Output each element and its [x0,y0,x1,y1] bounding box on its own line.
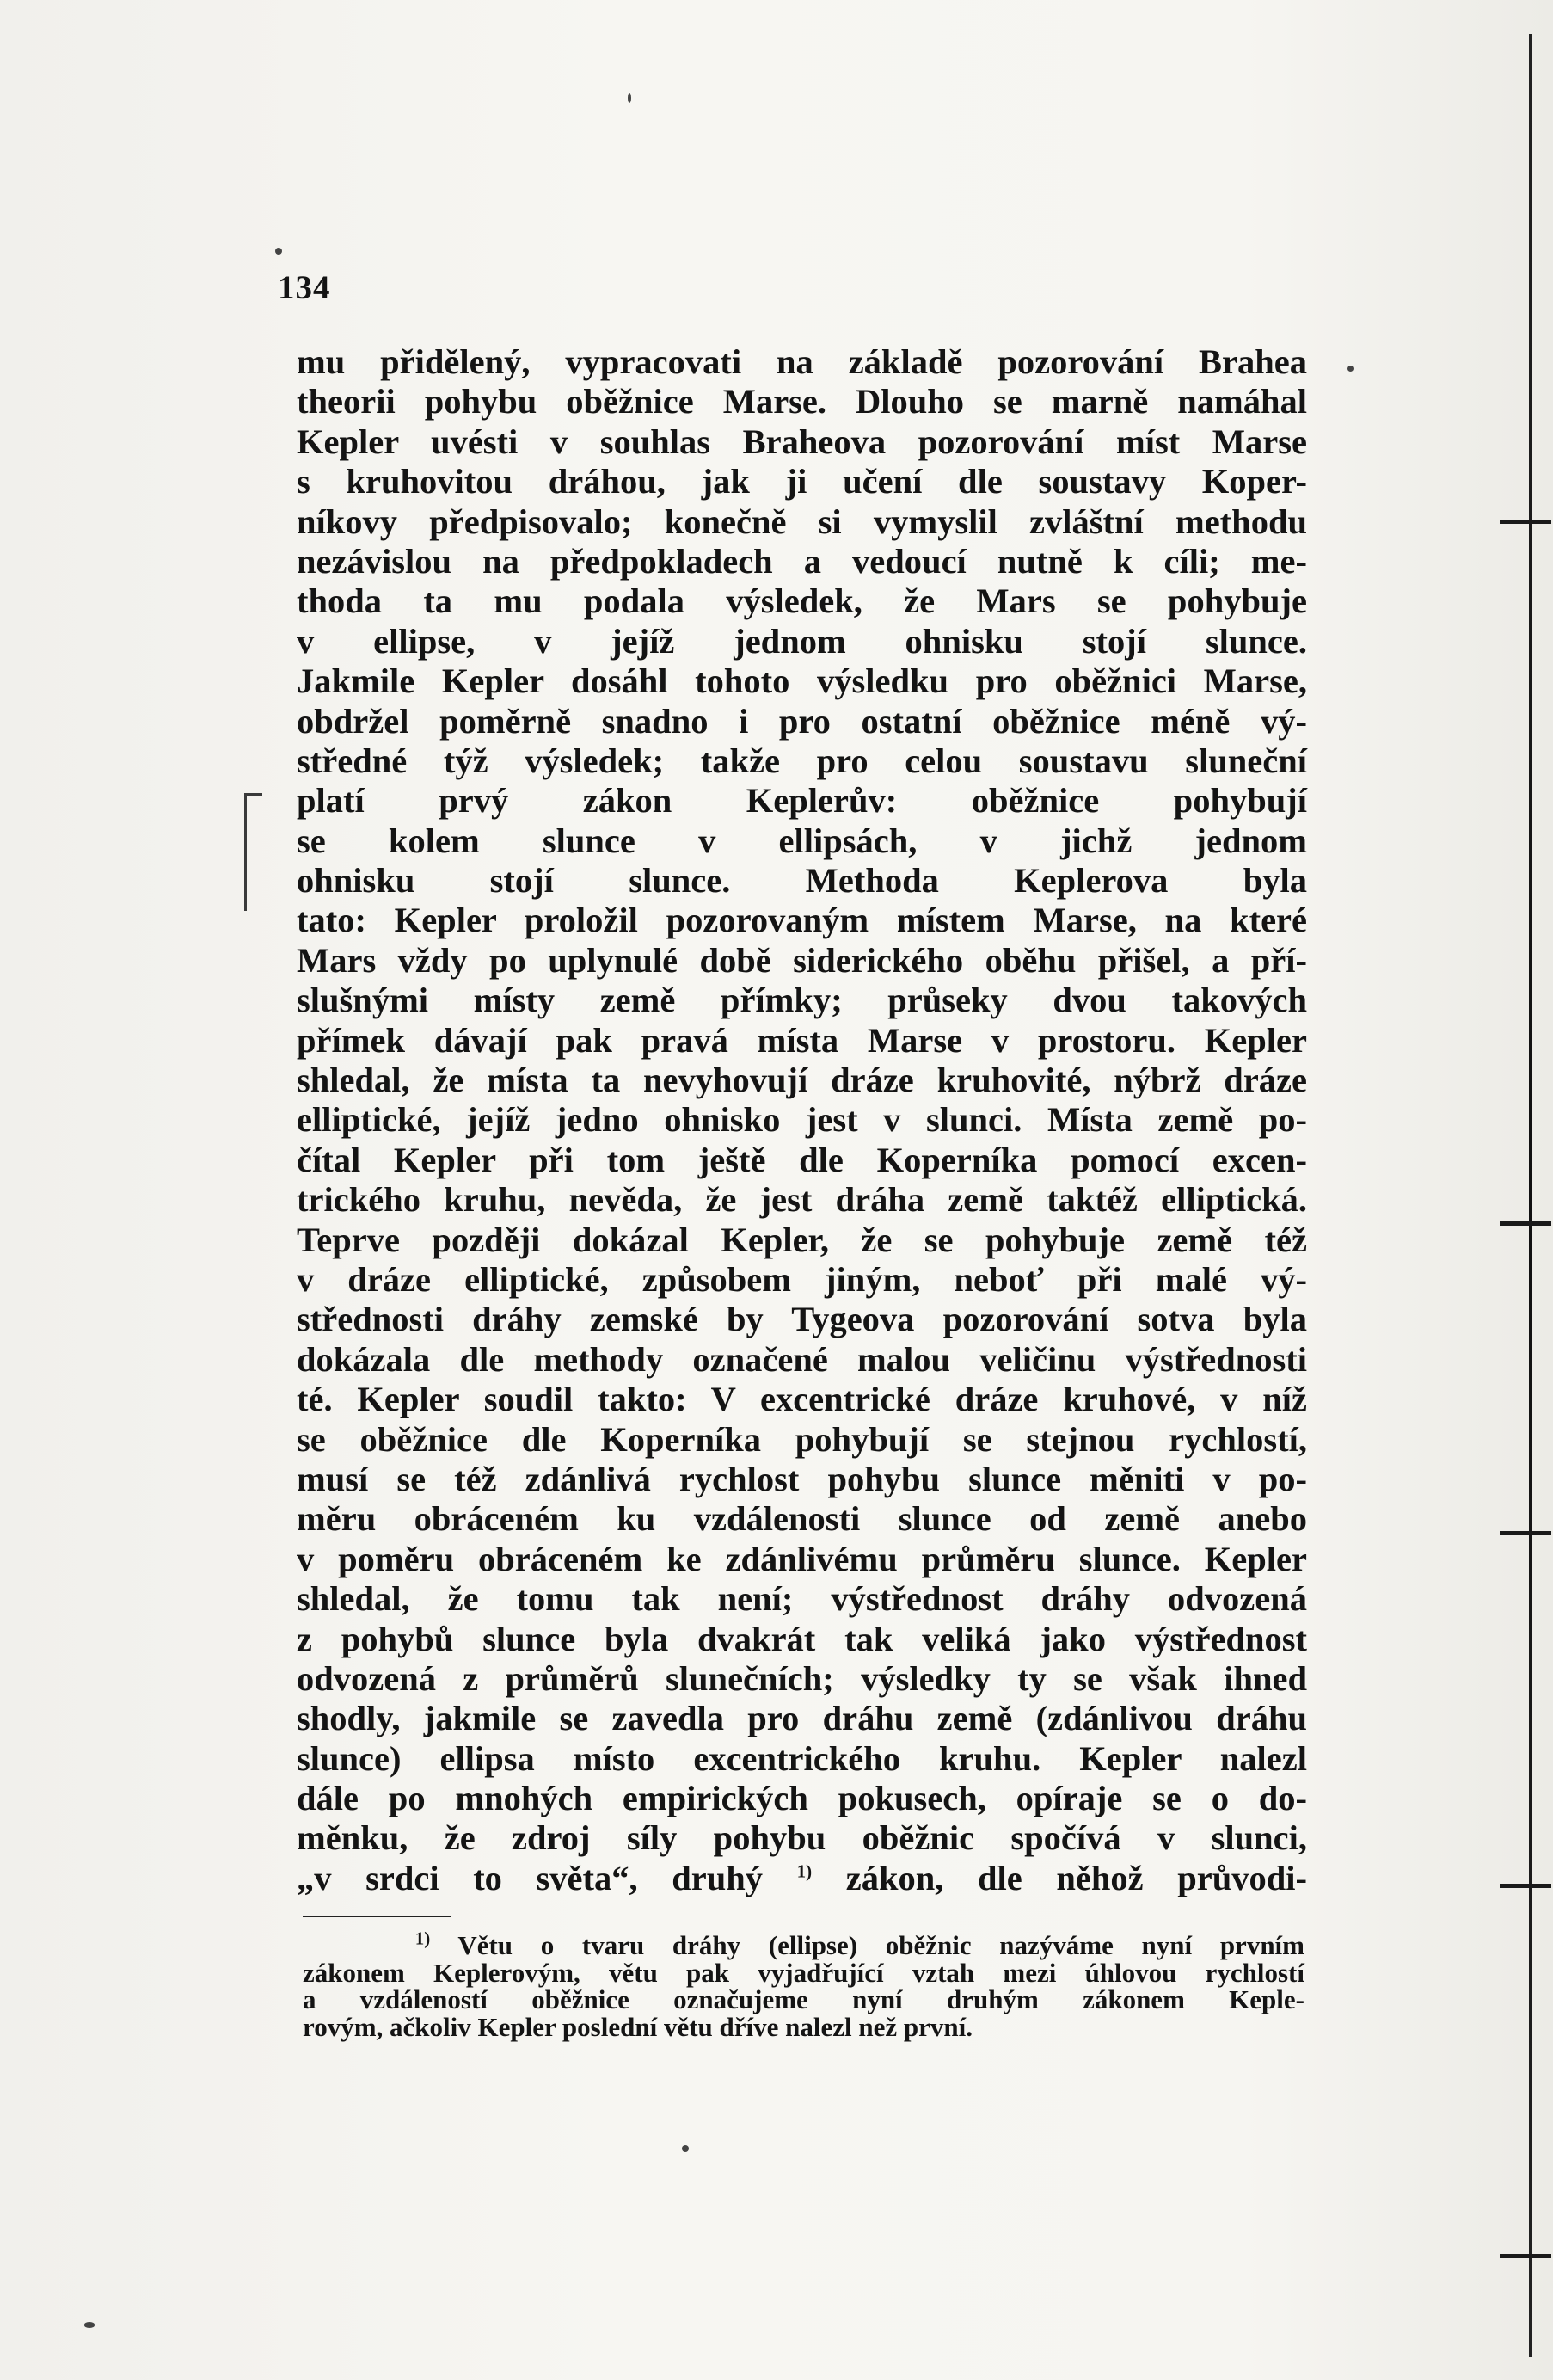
edge-mark [1500,2254,1551,2258]
text-line: středné týž výsledek; takže pro celou soustavu sluneční [297,741,1307,780]
footnote-line: a vzdáleností oběžnice označujeme nyní druhým zákonem Keple- [303,1984,1304,2014]
text-line: musí se též zdánlivá rychlost pohybu slunce měniti v po- [297,1459,1307,1498]
text-line: theorii pohybu oběžnice Marse. Dlouho se marně namáhal [297,382,1307,421]
footnote [303,1928,1304,2042]
footnote-line: zákonem Keplerovým, větu pak vyjadřující vztah mezi úhlovou rychlostí [303,1957,1304,1988]
edge-mark [1500,520,1551,524]
edge-mark [1500,1531,1551,1535]
text-line: v dráze elliptické, způsobem jiným, neboť při malé vý- [297,1259,1307,1299]
text-line: přímek dávají pak pravá místa Marse v prostoru. Kepler [297,1020,1307,1060]
text-line: ohnisku stojí slunce. Methoda Keplerova byla [297,861,1307,901]
footnote-line: rovým, ačkoliv Kepler poslední větu dříve nalezl než první. [303,2011,973,2042]
text-line: měnku, že zdroj síly pohybu oběžnic spočívá v slunci, [297,1818,1307,1858]
footnote-divider [303,1916,451,1917]
text-line: střednosti dráhy zemské by Tygeova pozorování sotva byla [297,1300,1307,1339]
edge-mark [1500,1221,1551,1226]
text-line: shledal, že tomu tak není; výstřednost dráhy odvozená [297,1579,1307,1619]
text-line: v ellipse, v jejíž jednom ohnisku stojí slunce. [297,621,1307,661]
text-line-with-footnote-ref [297,1859,1307,1898]
text-line: shodly, jakmile se zavedla pro dráhu země (zdánlivou dráhu [297,1699,1307,1738]
speck [628,93,631,103]
text-line: slunce) ellipsa místo excentrického kruhu. Kepler nalezl [297,1738,1307,1778]
text-line: obdržel poměrně snadno i pro ostatní oběžnice méně vý- [297,701,1307,741]
text-segment: Větu o tvaru dráhy (ellipse) oběžnic nazýváme nyní prvním [457,1930,1304,1960]
edge-mark [1500,1884,1551,1888]
text-line: slušnými místy země přímky; průseky dvou takových [297,981,1307,1020]
text-line: níkovy předpisovalo; konečně si vymyslil zvláštní methodu [297,501,1307,541]
text-line: Teprve později dokázal Kepler, že se pohybuje země též [297,1220,1307,1259]
text-line: té. Kepler soudil takto: V excentrické dráze kruhové, v níž [297,1380,1307,1419]
speck [1347,366,1354,372]
text-line: tato: Kepler proložil pozorovaným místem Marse, na které [297,901,1307,940]
text-line: se kolem slunce v ellipsách, v jichž jednom [297,821,1307,860]
text-line: Mars vždy po uplynulé době siderického oběhu přišel, a pří- [297,940,1307,980]
footnote-reference: 1) [796,1860,813,1882]
text-segment: zákon, dle něhož průvodi- [845,1858,1308,1897]
text-line: mu přidělený, vypracovati na základě pozorování Brahea [297,342,1307,381]
footnote-marker: 1) [414,1928,431,1949]
text-line: nezávislou na předpokladech a vedoucí nutně k cíli; me- [297,541,1307,581]
text-line: z pohybů slunce byla dvakrát tak veliká jako výstřednost [297,1619,1307,1658]
speck [682,2145,689,2152]
margin-bracket-mark [244,793,262,911]
speck [84,2322,95,2328]
text-line: Kepler uvésti v souhlas Braheova pozorování míst Marse [297,421,1307,461]
text-line: elliptické, jejíž jedno ohnisko jest v slunci. Místa země po- [297,1100,1307,1140]
text-line: se oběžnice dle Koperníka pohybují se stejnou rychlostí, [297,1419,1307,1459]
footnote-line [303,1928,1304,1960]
text-line: dále po mnohých empirických pokusech, opíraje se o do- [297,1779,1307,1818]
text-line: Jakmile Kepler dosáhl tohoto výsledku pro oběžnici Marse, [297,661,1307,701]
body-text [297,342,1307,1898]
text-line: shledal, že místa ta nevyhovují dráze kruhovité, nýbrž dráze [297,1061,1307,1100]
text-line: trického kruhu, nevěda, že jest dráha země taktéž elliptická. [297,1180,1307,1220]
text-line: dokázala dle methody označené malou veličinu výstřednosti [297,1339,1307,1379]
binding-edge [1529,34,1532,2357]
text-line: v poměru obráceném ke zdánlivému průměru slunce. Kepler [297,1539,1307,1578]
page-number: 134 [278,269,331,306]
text-line: odvozená z průměrů slunečních; výsledky ty se však ihned [297,1658,1307,1698]
text-line: thoda ta mu podala výsledek, že Mars se pohybuje [297,581,1307,621]
text-line: čítal Kepler při tom ještě dle Koperníka pomocí excen- [297,1140,1307,1179]
text-line: měru obráceném ku vzdálenosti slunce od země anebo [297,1499,1307,1539]
text-line: s kruhovitou dráhou, jak ji učení dle soustavy Koper- [297,462,1307,501]
text-segment: „v srdci to světa“, druhý [297,1858,764,1897]
text-line: platí prvý zákon Keplerův: oběžnice pohybují [297,781,1307,821]
speck [275,248,282,255]
